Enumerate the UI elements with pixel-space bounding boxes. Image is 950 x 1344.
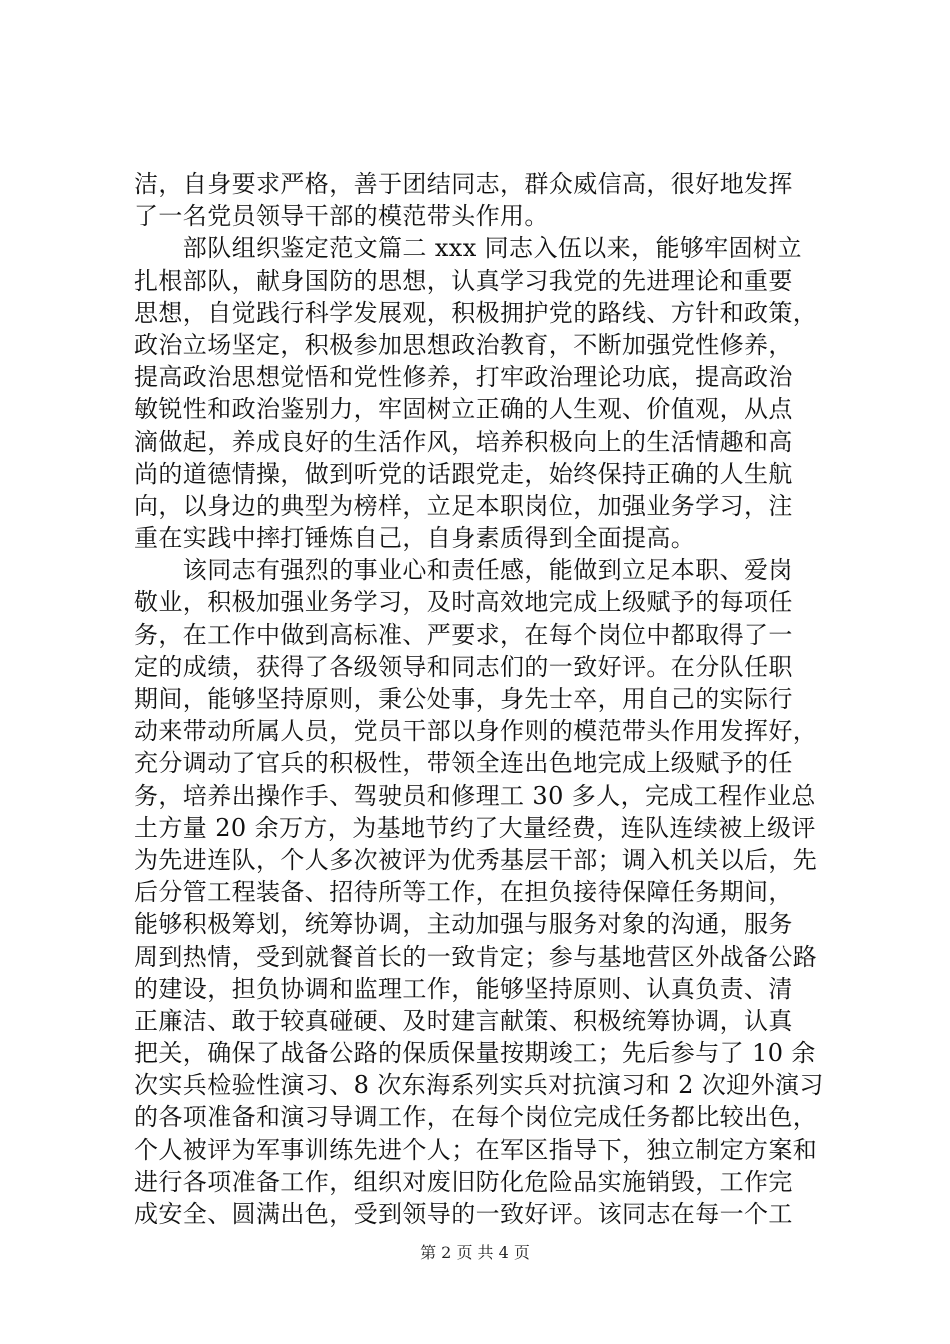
text-line: 务，在工作中做到高标准、严要求，在每个岗位中都取得了一 <box>134 620 793 649</box>
text-line: 次实兵检验性演习、8 次东海系列实兵对抗演习和 2 次迎外演习 <box>134 1071 824 1100</box>
text-line: 的各项准备和演习导调工作，在每个岗位完成任务都比较出色， <box>134 1103 818 1132</box>
page-number-label: 第 2 页 共 4 页 <box>420 1243 530 1262</box>
text-line: 思想，自觉践行科学发展观，积极拥护党的路线、方针和政策， <box>134 298 818 327</box>
page-footer <box>0 1243 950 1263</box>
text-line: 期间，能够坚持原则，秉公处事，身先士卒，用自己的实际行 <box>134 685 793 713</box>
text-line: 敬业，积极加强业务学习，及时高效地完成上级赋予的每项任 <box>134 588 793 617</box>
text-line: 成安全、圆满出色，受到领导的一致好评。该同志在每一个工 <box>134 1200 793 1228</box>
text-line: 的建设，担负协调和监理工作，能够坚持原则、认真负责、清 <box>134 974 793 1003</box>
text-line: 进行各项准备工作，组织对废旧防化危险品实施销毁，工作完 <box>134 1167 793 1196</box>
text-line: 扎根部队，献身国防的思想，认真学习我党的先进理论和重要 <box>134 266 793 295</box>
text-line: 政治立场坚定，积极参加思想政治教育，不断加强党性修养， <box>134 330 793 359</box>
text-line: 把关，确保了战备公路的保质保量按期竣工；先后参与了 10 余 <box>134 1039 816 1068</box>
text-line: 滴做起，养成良好的生活作风，培养积极向上的生活情趣和高 <box>134 427 793 456</box>
text-line: 定的成绩，获得了各级领导和同志们的一致好评。在分队任职 <box>134 652 793 681</box>
text-line: 为先进连队，个人多次被评为优秀基层干部；调入机关以后，先 <box>134 845 818 874</box>
text-line: 了一名党员领导干部的模范带头作用。 <box>134 202 549 231</box>
text-line: 向，以身边的典型为榜样，立足本职岗位，加强业务学习，注 <box>134 491 793 520</box>
text-line: 部队组织鉴定范文篇二 xxx 同志入伍以来，能够牢固树立 <box>134 234 802 263</box>
text-line: 周到热情，受到就餐首长的一致肯定；参与基地营区外战备公路 <box>134 942 818 971</box>
text-line: 该同志有强烈的事业心和责任感，能做到立足本职、爱岗 <box>134 556 793 585</box>
text-line: 能够积极筹划，统筹协调，主动加强与服务对象的沟通，服务 <box>134 910 793 939</box>
document-body <box>134 168 834 1230</box>
text-line: 动来带动所属人员，党员干部以身作则的模范带头作用发挥好， <box>134 717 818 746</box>
text-line: 充分调动了官兵的积极性，带领全连出色地完成上级赋予的任 <box>134 749 793 778</box>
text-line: 务，培养出操作手、驾驶员和修理工 30 多人，完成工程作业总 <box>134 781 816 810</box>
text-line: 尚的道德情操，做到听党的话跟党走，始终保持正确的人生航 <box>134 459 793 488</box>
text-line: 个人被评为军事训练先进个人；在军区指导下，独立制定方案和 <box>134 1135 818 1164</box>
text-line: 重在实践中摔打锤炼自己，自身素质得到全面提高。 <box>134 524 696 553</box>
text-line: 提高政治思想觉悟和党性修养，打牢政治理论功底，提高政治 <box>134 363 793 392</box>
text-line: 洁，自身要求严格，善于团结同志，群众威信高，很好地发挥 <box>134 170 793 198</box>
text-line: 正廉洁、敢于较真碰硬、及时建言献策、积极统筹协调，认真 <box>134 1006 793 1035</box>
text-line: 敏锐性和政治鉴别力，牢固树立正确的人生观、价值观，从点 <box>134 395 793 424</box>
text-line: 后分管工程装备、招待所等工作，在担负接待保障任务期间， <box>134 878 793 907</box>
text-line: 土方量 20 余万方，为基地节约了大量经费，连队连续被上级评 <box>134 813 816 842</box>
